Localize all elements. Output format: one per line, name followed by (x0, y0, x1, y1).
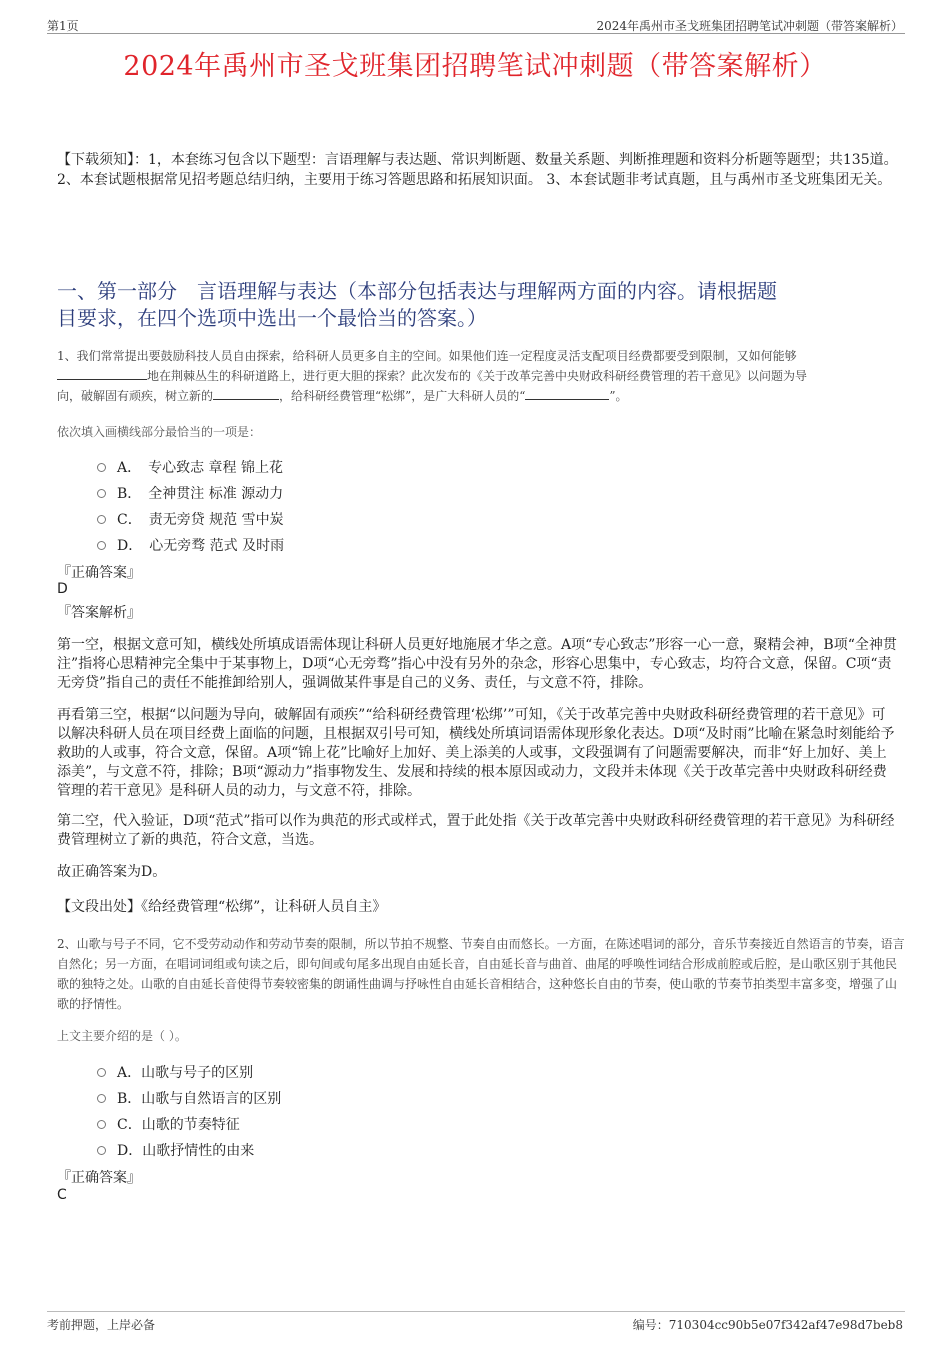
question-1-analysis-label: 『答案解析』 (57, 605, 141, 621)
option-label: C． 责无旁贷 规范 雪中炭 (117, 512, 284, 528)
radio-icon[interactable] (97, 541, 106, 550)
radio-icon[interactable] (97, 1068, 106, 1077)
radio-icon[interactable] (97, 1120, 106, 1129)
question-2-answer-label: 『正确答案』 (57, 1170, 141, 1186)
analysis-paragraph-3: 第二空，代入验证，D项“范式”指可以作为典范的形式或样式，置于此处指《关于改革完善中央财政科研经费管理的若干意见》为科研经费管理树立了新的典范，符合文意，当选。 (57, 813, 895, 848)
option-label: C．山歌的节奏特征 (117, 1117, 240, 1133)
header-divider (47, 33, 905, 34)
blank-3 (525, 387, 609, 400)
section-heading-line2: 目要求，在四个选项中选出一个最恰当的答案。） (57, 306, 487, 330)
question-1-option-c[interactable] (97, 509, 284, 529)
blank-1 (57, 367, 147, 380)
question-1-option-b[interactable] (97, 483, 283, 503)
radio-icon[interactable] (97, 463, 106, 472)
section-heading (57, 278, 907, 332)
question-1-text-c2: ，给科研经费管理“松绑”，是广大科研人员的“ (279, 389, 526, 403)
question-1-option-d[interactable] (97, 535, 284, 555)
analysis-source: 【文段出处】《给经费管理“松绑”，让科研人员自主》 (57, 899, 387, 915)
option-label: A． 专心致志 章程 锦上花 (117, 460, 284, 476)
question-1-line2 (57, 366, 907, 386)
question-1-answer-label: 『正确答案』 (57, 565, 141, 581)
analysis-conclusion: 故正确答案为D。 (57, 864, 167, 880)
radio-icon[interactable] (97, 489, 106, 498)
question-1-answer: D (57, 581, 68, 597)
question-2-option-c[interactable] (97, 1114, 240, 1134)
option-label: B． 全神贯注 标准 源动力 (117, 486, 284, 502)
radio-icon[interactable] (97, 1146, 106, 1155)
question-2-option-b[interactable] (97, 1088, 281, 1108)
radio-icon[interactable] (97, 515, 106, 524)
download-notice: 【下载须知】：1，本套练习包含以下题型：言语理解与表达题、常识判断题、数量关系题、判断推理题和资料分析题等题型；共135道。 2、本套试题根据常见招考题总结归纳，主要用于练习答题思路和拓展知识面。 3、本套试题非考试真题，且与禹州市圣戈班集团无关。 (57, 152, 898, 188)
question-1-line3 (57, 386, 907, 406)
option-label: D．山歌抒情性的由来 (117, 1143, 255, 1159)
page-title: 2024年禹州市圣戈班集团招聘笔试冲刺题（带答案解析） (123, 51, 827, 82)
footer-divider (47, 1311, 905, 1312)
analysis-paragraph-1: 第一空，根据文意可知，横线处所填成语需体现让科研人员更好地施展才华之意。A项“专心致志”形容一心一意，聚精会神，B项“全神贯注”指将心思精神完全集中于某事物上，D项“心无旁骛”指心中没有另外的杂念，形容心思集中，专心致志，均符合文意，保留。C项“责无旁贷”指自己的责任不能推卸给别人，强调做某件事是自己的义务、责任，与文意不符，排除。 (57, 637, 897, 691)
option-label: D． 心无旁骛 范式 及时雨 (117, 538, 285, 554)
footer-doc-id: 编号：710304cc90b5e07f342af47e98d7beb8 (632, 1318, 903, 1332)
question-1-stem (57, 346, 907, 406)
question-2-option-d[interactable] (97, 1140, 254, 1160)
question-1-option-a[interactable] (97, 457, 283, 477)
section-heading-line1: 一、第一部分 言语理解与表达（本部分包括表达与理解两方面的内容。请根据题 (57, 279, 777, 303)
footer-slogan: 考前押题，上岸必备 (47, 1318, 156, 1332)
radio-icon[interactable] (97, 1094, 106, 1103)
analysis-paragraph-2: 再看第三空，根据“以问题为导向，破解固有顽疾”“给科研经费管理‘松绑’”可知，《关于改革完善中央财政科研经费管理的若干意见》可以解决科研人员在项目经费上面临的问题，且根据双引号可知，横线处所填词语需体现形象化表达。D项“及时雨”比喻在紧急时刻能给予救助的人或事，符合文意，保留。A项“锦上花”比喻好上加好、美上添美的人或事，文段强调有了问题需要解决，而非“好上加好、美上添美”，与文意不符，排除；B项“源动力”指事物发生、发展和持续的根本原因或动力，文段并未体现《关于改革完善中央财政科研经费管理的若干意见》是科研人员的动力，与文意不符，排除。 (57, 707, 895, 799)
question-2-prompt: 上文主要介绍的是（ ）。 (57, 1029, 187, 1043)
option-label: B．山歌与自然语言的区别 (117, 1091, 282, 1107)
option-label: A．山歌与号子的区别 (117, 1065, 254, 1081)
question-1-text-c3: ”。 (609, 389, 628, 403)
question-2-option-a[interactable] (97, 1062, 253, 1082)
question-1-prompt: 依次填入画横线部分最恰当的一项是： (57, 425, 262, 439)
question-1-text-c1: 向，破解固有顽疾，树立新的 (57, 389, 214, 403)
header-doc-title: 2024年禹州市圣戈班集团招聘笔试冲刺题（带答案解析） (596, 19, 903, 33)
question-1-line1: 1、我们常常提出要鼓励科技人员自由探索，给科研人员更多自主的空间。如果他们连一定程度灵活支配项目经费都要受到限制，又如何能够 (57, 349, 797, 363)
question-2-answer: C (57, 1187, 67, 1203)
question-2-stem: 2、山歌与号子不同，它不受劳动动作和劳动节奏的限制，所以节拍不规整、节奏自由而悠长。一方面，在陈述唱词的部分，音乐节奏接近自然语言的节奏，语言自然化；另一方面，在唱词词组或句读之后，即句间或句尾多出现自由延长音，自由延长音与曲首、曲尾的呼唤性词结合形成前腔或后腔，是山歌区别于其他民歌的独特之处。山歌的自由延长音使得节奏较密集的朗诵性曲调与抒咏性自由延长音相结合，这种悠长自由的节奏，使山歌的节奏节拍类型丰富多变，增强了山歌的抒情性。 (57, 937, 905, 1011)
blank-2 (213, 387, 279, 400)
page-number: 第1页 (47, 19, 79, 33)
question-1-text-b: 地在荆棘丛生的科研道路上，进行更大胆的探索？此次发布的《关于改革完善中央财政科研经费管理的若干意见》以问题为导 (147, 369, 808, 383)
